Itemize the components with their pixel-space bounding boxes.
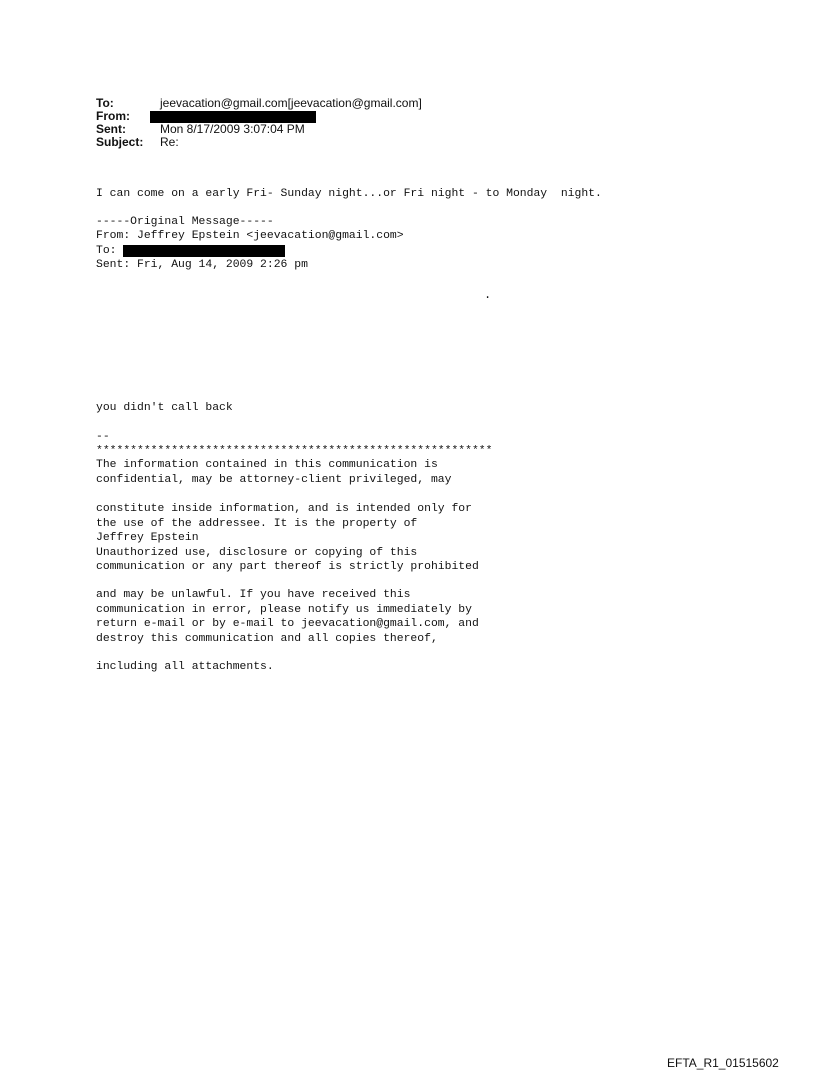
disclaimer-paragraph-1: The information contained in this communication is confidential, may be attorney-client privileged, may	[96, 459, 452, 486]
redaction-bar	[150, 111, 316, 123]
original-sent-line: Sent: Fri, Aug 14, 2009 2:26 pm	[96, 259, 308, 271]
subject-row	[96, 136, 422, 149]
sent-row	[96, 123, 422, 136]
original-from-line: From: Jeffrey Epstein <jeevacation@gmail.com>	[96, 230, 404, 242]
to-label: To:	[96, 96, 114, 110]
original-to-line	[96, 244, 285, 259]
signature-stars: **********************************************************	[96, 445, 493, 457]
sent-label: Sent:	[96, 122, 126, 136]
stray-dot: .	[484, 288, 492, 302]
from-label: From:	[96, 109, 130, 123]
disclaimer-paragraph-3: and may be unlawful. If you have received this communication in error, please notify us immediately by return e-mail or by e-mail to jeevacation@gmail.com, and destroy this communication and all copies thereof,	[96, 589, 479, 645]
to-row	[96, 97, 422, 110]
to-value: jeevacation@gmail.com[jeevacation@gmail.com]	[160, 96, 422, 110]
document-id: EFTA_R1_01515602	[667, 1056, 779, 1070]
reply-body: I can come on a early Fri- Sunday night...or Fri night - to Monday night.	[96, 188, 602, 200]
email-header	[96, 97, 422, 149]
original-to-label: To:	[96, 245, 117, 257]
sent-value: Mon 8/17/2009 3:07:04 PM	[160, 122, 305, 136]
disclaimer-paragraph-2: constitute inside information, and is intended only for the use of the addressee. It is the property of Jeffrey Epstein Unauthorized use, disclosure or copying of this communication or any part thereof is strictly prohibited	[96, 503, 479, 573]
subject-value: Re:	[160, 135, 179, 149]
original-separator: -----Original Message-----	[96, 216, 274, 228]
signature-dash: --	[96, 431, 110, 443]
disclaimer-paragraph-4: including all attachments.	[96, 661, 274, 673]
redaction-bar	[123, 245, 285, 257]
message-body: you didn't call back	[96, 402, 233, 414]
subject-label: Subject:	[96, 135, 144, 149]
